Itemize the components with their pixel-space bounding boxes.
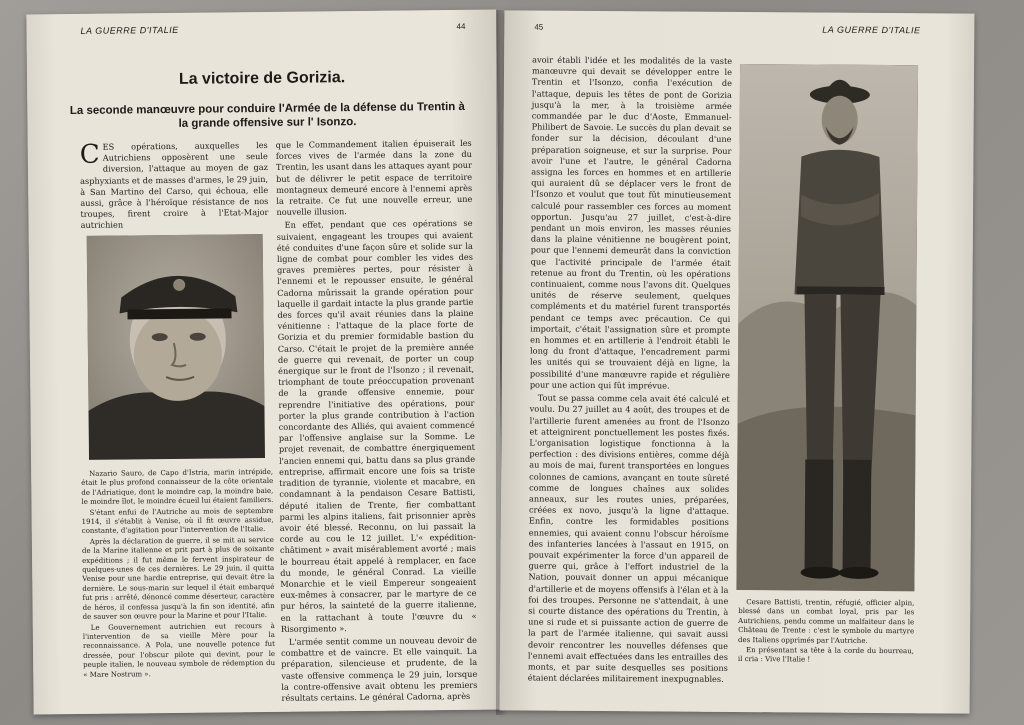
battisti-caption — [738, 598, 914, 667]
intro-text: ES opérations, auxquelles les Autrichiens opposèrent une seule diversion, l'attaque au moyen de gaz asphyxiants et de masses d'armes, le 29 juin, à San Martino del Carso, qui échoua, elle aussi, grâce à l'héroïque résistance de nos troupes, firent croire à l'Etat-Major autrichien — [80, 139, 269, 231]
portrait-caption — [81, 468, 275, 681]
drop-cap: C — [79, 139, 100, 170]
caption-paragraph: Nazario Sauro, de Capo d'Istria, marin intrépide, était le plus profond connaisseur de la côte orientale de l'Adriatique, dont le moindre cap, la moindre baie, le moindre îlot, le moindre écueil lui étaient familiers. — [81, 467, 274, 507]
caption-paragraph: Cesare Battisti, trentin, réfugié, officier alpin, blessé dans un combat loyal, pris par les Autrichiens, pendu comme un malfaiteur dans le Château de Trente : c'est le symbole du martyre des Italiens opprimés par l'Autriche. — [738, 598, 915, 645]
portrait-nazario-sauro — [87, 234, 265, 460]
portrait-image — [736, 64, 918, 591]
caption-paragraph: Le Gouvernement autrichien eut recours à l'intervention de sa vieille Mère pour la reconnaissance. A Pola, une nouvelle potence fut dressée, pour l'obscur pilote qui devint, pour le peuple italien, le nouveau symbole de rédemption du « Mare Nostrum ». — [82, 621, 276, 679]
page-number-left: 44 — [456, 21, 466, 31]
right-column-main — [528, 55, 732, 688]
portrait-image — [87, 234, 265, 460]
page-number-right: 45 — [534, 22, 544, 32]
left-column-main — [276, 138, 478, 706]
right-page — [500, 10, 975, 713]
body-paragraph: avoir établi l'idée et les modalités de la vaste manœuvre qui devait se développer entre le Trentin et l'Isonzo, confia l'exécution de l'attaque, depuis les têtes de pont de Gorizia jusqu'à la mer, à la troisième armée commandée par le duc d'Aoste, Emmanuel-Philibert de Savoie. Le succès du plan devait se fonder sur la décision, découlant d'une préparation soigneuse, et sur la surprise. Pour avoir l'une et l'autre, le général Cadorna assigna les forces en hommes et en artillerie qui auraient dû se déplacer vers le front de l'Isonzo et voulut que tout fût minutieusement calculé pour rassembler ces forces au moment opportun. Jusqu'au 27 juillet, c'est-à-dire pendant un mois environ, les masses réunies dans la plaine vénitienne ne bougèrent point, pour que l'ennemi demeurât dans la conviction que l'activité principale de l'armée était retenue au front du Trentin, où les opérations continuaient, comme nous l'avons dit. Quelques unités de réserve seulement, quelques compléments et du matériel furent transportés pendant ce temps avec précaution. Ce qui importait, c'était l'assignation sûre et prompte en hommes et en artillerie à l'endroit établi le long du front d'attaque, l'encadrement parmi les unités qui se trouvaient déjà en ligne, la possibilité d'une manœuvre rapide et régulière pour une action qui fût imprévue. — [529, 54, 733, 391]
article-title: La victoire de Gorizia. — [178, 69, 346, 88]
left-page — [26, 10, 503, 715]
caption-paragraph: S'étant enfui de l'Autriche au mois de septembre 1914, il s'établit à Venise, où il fit œuvre assidue, constante, d'agitation pour l'intervention de l'Italie. — [81, 506, 274, 536]
left-column-intro — [80, 140, 269, 234]
caption-paragraph: En présentant sa tête à la corde du bourreau, il cria : Vive l'Italie ! — [737, 646, 915, 664]
body-paragraph: Tout se passa comme cela avait été calculé et voulu. Du 27 juillet au 4 août, des troupes et de l'artillerie furent amenées au front de l'Isonzo et atteignirent ponctuellement les postes fixés. L'organisation logistique fonctionna à la perfection : des divisions entières, comme déjà au mois de mai, furent transportées en longues colonnes de camions, avançant en toute sûreté comme de longues chaînes aux solides anneaux, sur les routes unies, préparées, créées ex novo, jusqu'à la ligne d'attaque. Enfin, contre les formidables positions ennemies, qui avaient connu l'obscur héroïsme des infanteries lancées à l'assaut en 1915, on pouvait expérimenter la force d'un appareil de guerre qui, grâce à l'effort industriel de la Nation, pouvait donner un appui mécanique d'artillerie et de moyens offensifs à l'élan et à la foi des troupes. Personne ne s'attendait, à une si courte distance des opérations du Trentin, à une si rude et si puissante action de guerre de la part de l'armée italienne, qui savait aussi devoir rencontrer les nouvelles défenses que l'ennemi avait effectuées dans les entrailles des monts, et par suite desquelles ses positions étaient déclarées militairement inexpugnables. — [527, 392, 730, 685]
portrait-cesare-battisti — [736, 64, 918, 591]
running-head-left: LA GUERRE D'ITALIE — [80, 24, 179, 36]
body-paragraph: L'armée sentit comme un nouveau devoir de combattre et de vaincre. Et elle vainquit. La préparation, silencieuse et prudente, de la vaste offensive commença le 29 juin, lorsque la contre-offensive avait obtenu les premiers résultats certains. Le général Cadorna, après — [280, 634, 478, 703]
body-paragraph: que le Commandement italien épuiserait les forces vives de l'armée dans la zone du Trentin, les usant dans les attaques ayant pour but de délivrer le petit espace de territoire montagneux demeuré encore à l'ennemi après la retraite. Ce fut une nouvelle erreur, une nouvelle illusion. — [275, 137, 473, 218]
running-head-right: LA GUERRE D'ITALIE — [822, 24, 921, 36]
caption-paragraph: Après la déclaration de guerre, il se mit au service de la Marine italienne et prit part à plus de soixante expéditions ; il fut même le fervent inspirateur de quelques-unes de ces dernières. Le 29 juin, il quitta Venise pour une hardie entreprise, qui devait être la dernière. Le sous-marin sur lequel il était embarqué fut pris : arrêté, dénoncé comme déserteur, caractère de héros, il confessa jusqu'à la fin son identité, afin de sauver son œuvre pour la Marine et pour l'Italie. — [81, 535, 275, 622]
body-paragraph: En effet, pendant que ces opérations se suivaient, engageant les troupes qui avaient été conduites d'une façon sûre et solide sur la ligne de combat pour combler les vides des graves premières pertes, pour résister à l'ennemi et le repousser ensuite, le général Cadorna mûrissait la grande opération pour laquelle il gardait intacte la plus grande partie des forces qu'il avait réunies dans la plaine vénitienne : l'attaque de la place forte de Gorizia et du premier formidable bastion du Carso. C'était le projet de la première année de guerre qui revenait, de porter un coup énergique sur le front de l'Isonzo ; il revenait, triomphant de toute préoccupation provenant de la grande offensive ennemie, pour reprendre l'initiative des opérations, pour porter la plus grande contribution à l'action concordante des Alliés, qui avaient commencé par l'offensive anglaise sur la Somme. Le projet revenait, de combattre énergiquement l'ancien ennemi qui, battu dans sa plus grande entreprise, affirmait encore une fois sa triste tradition de tyrannie, violente et macabre, en condamnant à la pendaison Cesare Battisti, député italien de Trente, fier combattant parmi les alpins italiens, fait prisonnier après avoir été blessé. Reconnu, on lui passait la corde au cou le 12 juillet. L'« expédition-châtiment » avait misérablement avorté ; mais le bourreau était appelé à remplacer, en face du monde, le général Conrad. La vieille Monarchie et le vieil Empereur songeaient eux-mêmes à consacrer, par le martyre de ce pur héros, la sainteté de la guerre italienne, en la rattachant à toute l'œuvre du « Risorgimento ». — [276, 218, 477, 634]
article-subtitle: La seconde manœuvre pour conduire l'Armée de la défense du Trentin à la grande offensive sur l' Isonzo. — [69, 100, 465, 130]
